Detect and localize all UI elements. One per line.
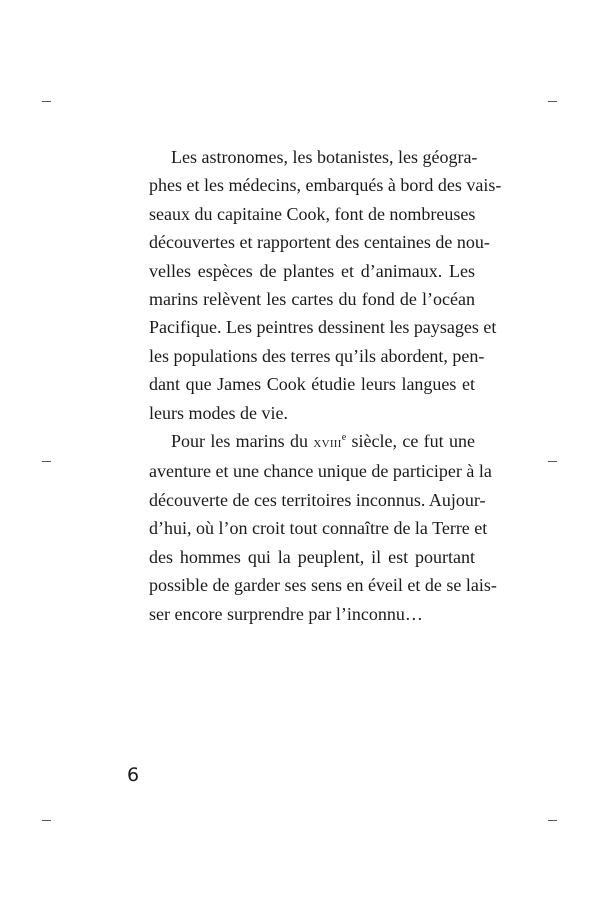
text-line: Pacifique. Les peintres dessinent les paysages et xyxy=(149,317,497,338)
page-number: 6 xyxy=(127,764,140,786)
century-numeral: xviii xyxy=(313,434,342,452)
text-line: des hommes qui la peuplent, il est pourtant xyxy=(149,546,475,567)
text-fragment: siècle, ce fut une xyxy=(346,431,475,452)
crop-mark-middle-right xyxy=(548,461,557,462)
text-fragment: Pour les marins du xyxy=(171,431,314,452)
text-line: seaux du capitaine Cook, font de nombreuses xyxy=(149,203,476,224)
crop-mark-bottom-left xyxy=(42,820,51,821)
crop-mark-middle-left xyxy=(42,461,51,462)
text-line: phes et les médecins, embarqués à bord des vais- xyxy=(149,175,502,196)
text-line: marins relèvent les cartes du fond de l’océan xyxy=(149,289,475,310)
paragraph-1 xyxy=(127,143,502,427)
text-line: découvertes et rapportent des centaines de nou- xyxy=(149,232,490,253)
text-line: ser encore surprendre par l’inconnu… xyxy=(149,603,423,624)
century-suffix: e xyxy=(341,432,347,444)
text-line: velles espèces de plantes et d’animaux. Les xyxy=(149,260,475,281)
text-line: possible de garder ses sens en éveil et de se lais- xyxy=(149,575,497,596)
text-line: leurs modes de vie. xyxy=(149,402,288,423)
crop-mark-top-right xyxy=(548,101,557,102)
text-line: aventure et une chance unique de participer à la xyxy=(149,461,492,482)
text-line: les populations des terres qu’ils abordent, pen- xyxy=(149,345,485,366)
text-line xyxy=(127,427,475,457)
text-line: dant que James Cook étudie leurs langues et xyxy=(149,374,475,395)
text-line: Les astronomes, les botanistes, les géogra- xyxy=(171,147,478,167)
text-line: d’hui, où l’on croit tout connaître de la Terre et xyxy=(149,518,488,539)
crop-mark-bottom-right xyxy=(548,820,557,821)
crop-mark-top-left xyxy=(42,101,51,102)
body-text xyxy=(127,143,502,628)
paragraph-2 xyxy=(127,427,497,628)
text-line: découverte de ces territoires inconnus. Aujour- xyxy=(149,489,486,510)
